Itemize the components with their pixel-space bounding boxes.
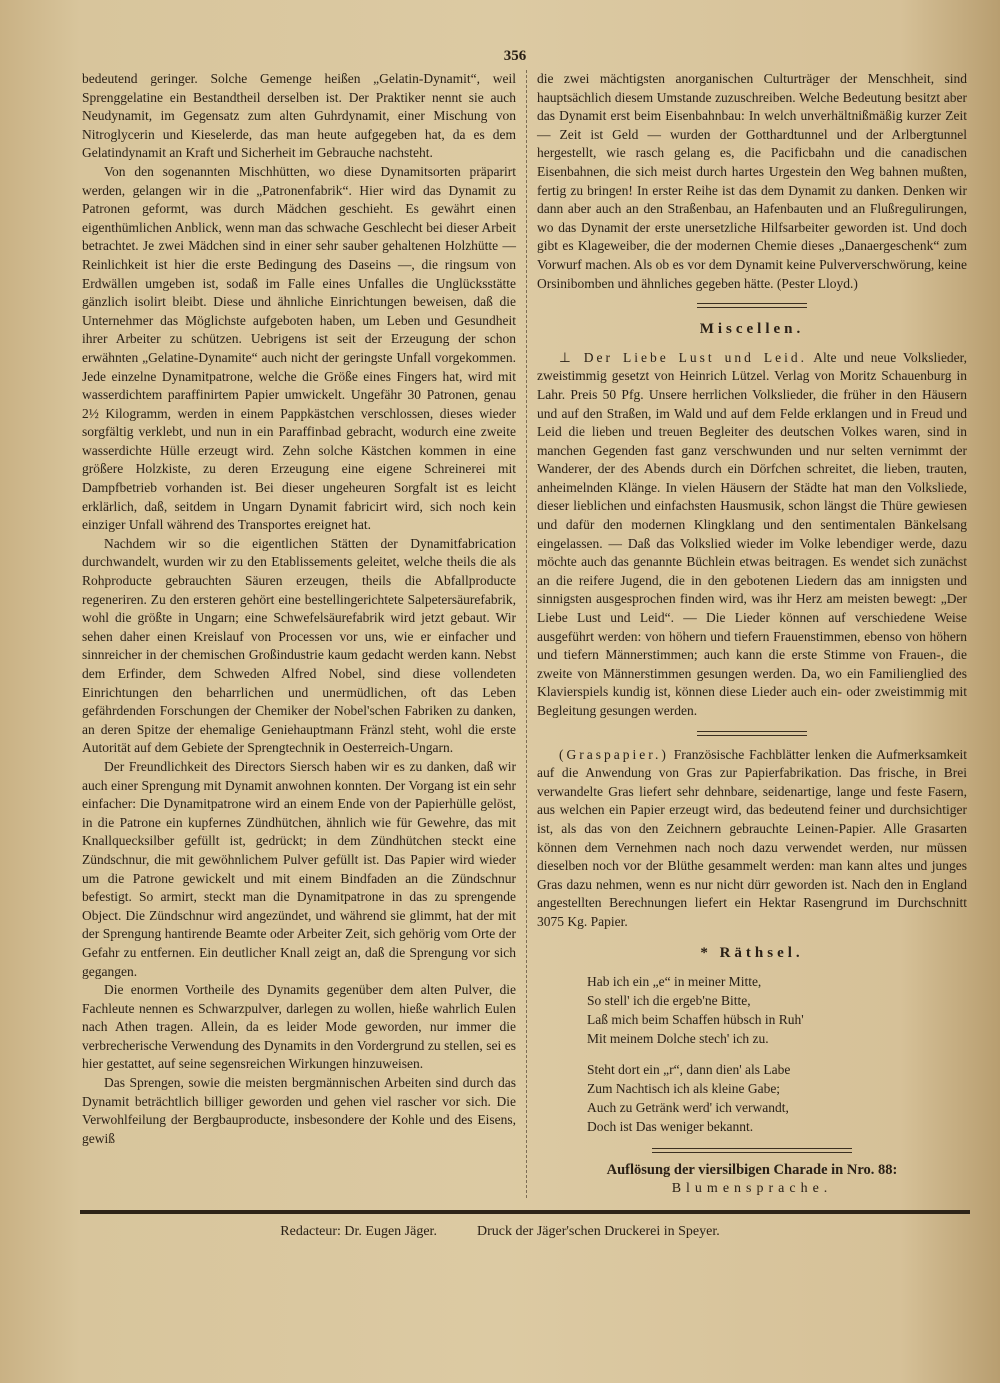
footer-rule	[80, 1210, 970, 1214]
paragraph: die zwei mächtigsten anorganischen Culturträger der Menschheit, sind hauptsächlich diesem Umstande zuzuschreiben. Welche Bedeutung besitzt aber das Dynamit erst beim Eisenbahnbau: In welch unverhältnißmäßig kurzer Zeit — Zeit ist Geld — wurden der Gotthardtunnel und der Arlbergtunnel hergestellt, wie rasch gelang es, die Pacificbahn und die canadischen Eisenbahnen, die sich meist durch hartes Urgestein den Weg bahnen mußten, fertig zu bringen! In erster Reihe ist das dem Dynamit zu danken. Denken wir dann aber auch an den Straßenbau, an Hafenbauten und an Flußregulirungen, wo das Dynamit der erste unersetzliche Hilfsarbeiter geworden ist. Und doch gibt es Klageweiber, die der modernen Chemie dieses „Danaergeschenk“ zum Vorwurf machen. Als ob es vor dem Dynamit keine Pulververschwörung, keine Orsinibomben und ähnliches gegeben hätte. (Pester Lloyd.)	[537, 71, 967, 291]
solution-text: Blumensprache.	[671, 1180, 833, 1196]
paragraph: Das Sprengen, sowie die meisten bergmännischen Arbeiten sind durch das Dynamit beträchtlich billiger geworden und gehen viel rascher vor sich. Die Verwohlfeilung der Bergbauproducte, insbesondere der Kohle und des Eisens, gewiß	[82, 1075, 516, 1146]
article-text: Französische Fachblätter lenken die Aufmerksamkeit auf die Anwendung von Gras zur Papierfabrikation. Das frische, in Brei verwandelte Gras liefert sehr dehnbare, seidenartige, lange und feste Fasern, aus welchen ein Papier erzeugt wird, das bedeutend feiner und durchsichtiger ist, als das von den Zeichnern gebrauchte Leinen-Papier. Alle Grasarten können dem Vernehmen nach noch dazu verwendet werden, nur müssen dieselben noch vor der Blüthe gesammelt werden: man kann altes und junges Gras dazu nehmen, wenn es nur nicht dürr geworden ist. Nach den in England angestellten Berechnungen liefert ein Hektar Rasengrund im Durchschnitt 3075 Kg. Papier.	[537, 746, 967, 929]
stanza	[587, 1060, 967, 1136]
paragraph: Von den sogenannten Mischhütten, wo diese Dynamitsorten präparirt werden, gelangen wir in die „Patronenfabrik“. Hier wird das Dynamit zu Patronen geformt, was durch Mädchen geschieht. Es gewährt einen eigenthümlichen Anblick, wenn man das schwache Geschlecht bei dieser Arbeit betrachtet. Je zwei Mädchen sind in einer sehr sauber gehaltenen Holzhütte — Reinlichkeit ist hier die erste Bedingung des Daseins —, die ringsum von Erdwällen umgeben ist, sodaß im Falle eines Unfalles die Unglücksstätte gänzlich isolirt bleibt. Diese und ähnliche Einrichtungen beweisen, daß die Unternehmer das Möglichste aufgeboten haben, um Leben und Gesundheit ihrer Arbeiter zu schützen. Uebrigens ist seit der Erzeugung der schon erwähnten „Gelatine-Dynamite“ auch nicht der geringste Unfall vorgekommen. Jede einzelne Dynamitpatrone, welche die Größe eines Fingers hat, wird mit wasserdichtem paraffinirtem Papier umwickelt. Ungefähr 30 Patronen, genau 2½ Kilogramm, werden in einem Pappkästchen verschlossen, dieses wieder sorgfältig verklebt, und nun in ein Paraffinbad gebracht, wodurch eine zweite wasserdichte Hülle erzeugt wird. Zehn solche Kästchen kommen in eine größere Holzkiste, zu deren Erzeugung eine eigene Schreinerei mit Dampfbetrieb vorhanden ist. Bei dieser ungeheuren Sorgfalt ist es leicht erklärlich, daß, seitdem in Ungarn Dynamit fabricirt wird, sich noch kein einziger Unfall während des Transportes ereignet hat.	[82, 163, 516, 533]
page-number: 356	[503, 48, 527, 64]
paragraph: Die enormen Vortheile des Dynamits gegenüber dem alten Pulver, die Fachleute nennen es Schwarzpulver, darlegen zu wollen, hieße wahrlich Eulen nach Athen tragen. Allein, da es leider Mode geworden, nur immer die verbrecherische Verwendung des Dynamits in den Vordergrund zu stellen, sei es hier gestattet, auf seine segensreichen Wirkungen hinzuweisen.	[82, 982, 516, 1072]
stanza	[587, 972, 967, 1048]
verse: Hab ich ein „e“ in meiner Mitte,	[587, 974, 762, 990]
verse: Doch ist Das weniger bekannt.	[587, 1119, 754, 1135]
printer-credit: Druck der Jäger'schen Druckerei in Speyer.	[476, 1224, 720, 1240]
article-text: Alte und neue Volkslieder, zweistimmig gesetzt von Heinrich Lützel. Verlag von Moritz Schauenburg in Lahr. Preis 50 Pfg. Unsere herrlichen Volkslieder, die früher in den Häusern und auf den Straßen, im Wald und auf dem Felde erklangen und in Freud und Leid die lieben und treuen Begleiter des deutschen Volkes waren, sind in manchen Gegenden fast ganz verschwunden und nur selten vernimmt der Wanderer, der des Abends durch ein Dörfchen schreitet, die lieben, trauten, anheimelnden Klänge. In vielen Häusern der Städte hat man den Volksliede, dieser lieblichen und einfachsten Hausmusik, schon längst die Thüre gewiesen und dafür den modernen Klingklang und den sentimentalen Bänkelsang eingelassen. — Daß das Volkslied wieder im Volke lebendiger werde, dazu möchte auch das genannte Büchlein etwas beitragen. Es wendet sich zunächst an die reifere Jugend, die in den gebotenen Liedern das am innigsten und sinnigsten ausgesprochen finden wird, was ihr Herz am meisten bewegt: „Der Liebe Lust und Leid“. — Die Lieder können auf verschiedene Weise ausgeführt werden: von höhern und tiefern Frauenstimmen, ebenso von höhern und tiefern Männerstimmen; auch kann die erste Stimme von Frauen-, die zweite von Männerstimmen gesungen werden. Da, wo ein Familienglied des Klavierspiels kundig ist, können diese Lieder auch ein- oder zweistimmig mit Begleitung gesungen werden.	[537, 349, 968, 718]
verse: Laß mich beim Schaffen hübsch in Ruh'	[587, 1012, 804, 1028]
right-column	[526, 70, 967, 1198]
paragraph: Der Freundlichkeit des Directors Siersch haben wir es zu danken, daß wir auch einer Sprengung mit Dynamit anwohnen konnten. Der Vorgang ist ein sehr einfacher: Die Dynamitpatrone wird an einem Ende von der Papierhülle gelöst, in die Patrone ein kupfernes Zündhütchen, ähnlich wie für Gewehre, das mit Knallquecksilber gefüllt ist, gedrückt; in dem Zündhütchen steckt eine Zündschnur, die mit gewöhnlichem Pulver gefüllt ist. Das Papier wird wieder um die Patrone gewickelt und mit einem Bindfaden an die Zündschnur befestigt. So armirt, steckt man die Dynamitpatrone in das zu sprengende Object. Die Zündschnur wird angezündet, und während sie glimmt, hat der mit der Sprengung hantirende Beamte oder Arbeiter Zeit, sich gehörig vom Orte der Gefahr zu entfernen. Ein deutlicher Knall zeigt an, daß die Sprengung vor sich gegangen.	[82, 758, 516, 979]
paragraph: bedeutend geringer. Solche Gemenge heißen „Gelatin-Dynamit“, weil Sprenggelatine ein Bestandtheil derselben ist. Der Praktiker nennt sie auch Neudynamit, im Gegensatz zum alten Guhrdynamit, einer Mischung von Nitroglycerin und Kieselerde, das man heute aufgegeben hat, da es dem Gelatindynamit an Kraft und Sicherheit im Gebrauche nachsteht.	[82, 71, 516, 161]
verse: Zum Nachtisch ich als kleine Gabe;	[587, 1081, 781, 1097]
footer	[0, 1224, 1000, 1240]
section-rule	[652, 1148, 852, 1153]
paragraph: Nachdem wir so die eigentlichen Stätten der Dynamitfabrication durchwandelt, wurden wir zu den Etablissements geleitet, welche theils die als Rohproducte gebrauchten Säuren erzeugen, theils die Abfallproducte regeneriren. Zu den ersteren gehört eine bestellingerichtete Salpetersäurefabrik, wohl die größte in Ungarn; eine Schwefelsäurefabrik wird jetzt gebaut. Wir sehen daher einen Kreislauf von Processen vor uns, wie er einfacher und sinnreicher in der chemischen Großindustrie kaum gedacht werden kann. Nebst dem Erfinder, dem Schweden Alfred Nobel, sind diese vollendeten Einrichtungen den beharrlichen und unermüdlichen, oft das Leben gefährdenden Forschungen der Chemiker der Nobel'schen Fabriken zu danken, an deren Spitze der ehemalige Geniehauptmann Fränzl steht, wohl die erste Autorität auf dem Gebiete der Sprengtechnik in Oesterreich-Ungarn.	[82, 535, 516, 756]
columns	[82, 70, 968, 1198]
raethsel-heading: * Räthsel.	[700, 944, 804, 961]
solution-heading: Auflösung der viersilbigen Charade in Nro. 88:	[606, 1162, 898, 1179]
riddle-poem	[587, 972, 967, 1136]
section-rule	[697, 303, 807, 308]
verse: Auch zu Getränk werd' ich verwandt,	[587, 1100, 789, 1116]
verse: Steht dort ein „r“, dann dien' als Labe	[587, 1062, 791, 1078]
article-lieder	[537, 349, 967, 721]
verse: Mit meinem Dolche stech' ich zu.	[587, 1031, 769, 1047]
editor-credit: Redacteur: Dr. Eugen Jäger.	[280, 1224, 437, 1240]
miscellen-heading: Miscellen.	[699, 321, 805, 338]
article-title: (Graspapier.)	[559, 746, 669, 762]
verse: So stell' ich die ergeb'ne Bitte,	[587, 993, 751, 1009]
article-graspapier	[537, 746, 967, 932]
section-rule	[697, 731, 807, 736]
article-title: ⊥ Der Liebe Lust und Leid.	[559, 349, 807, 365]
left-column	[82, 70, 526, 1148]
